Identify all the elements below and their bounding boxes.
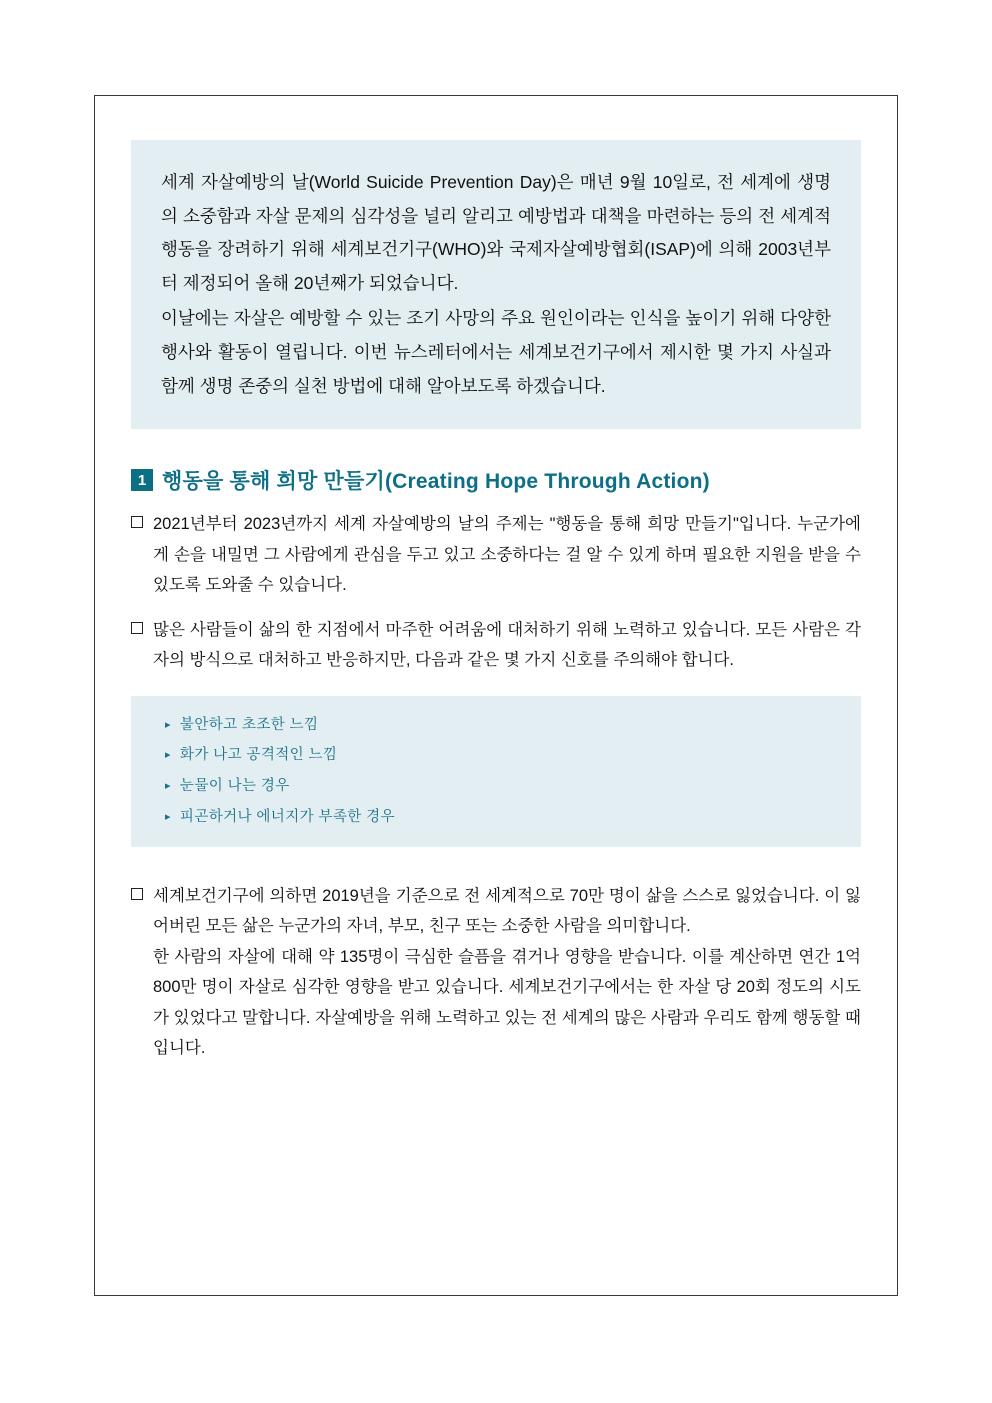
intro-paragraph-1: 세계 자살예방의 날(World Suicide Prevention Day)은 매년 9월 10일로, 전 세계에 생명의 소중함과 자살 문제의 심각성을 널리 알리고 예방법과 대책을 마련하는 등의 전 세계적 행동을 장려하기 위해 세계보건기구(WHO)와 국제자살예방협회(ISAP)에 의해 2003년부터 제정되어 올해 20년째가 되었습니다.	[161, 172, 831, 293]
section-number-badge: 1	[131, 469, 153, 491]
list-item-text: 많은 사람들이 삶의 한 지점에서 마주한 어려움에 대처하기 위해 노력하고 있습니다. 모든 사람은 각자의 방식으로 대처하고 반응하지만, 다음과 같은 몇 가지 신호를 주의해야 합니다.	[153, 620, 861, 670]
section-heading	[131, 465, 861, 495]
sub-list-item	[165, 710, 843, 741]
sub-list-item	[165, 771, 843, 802]
triangle-bullet-icon: ▸	[165, 749, 171, 762]
checkbox-icon	[131, 516, 143, 528]
statistics-paragraph-2: 한 사람의 자살에 대해 약 135명이 극심한 슬픔을 겪거나 영향을 받습니다. 이를 계산하면 연간 1억 800만 명이 자살로 심각한 영향을 받고 있습니다. 세계보건기구에서는 한 자살 당 20회 정도의 시도가 있었다고 말합니다. 자살예방을 위해 노력하고 있는 전 세계의 많은 사람과 우리도 함께 행동할 때입니다.	[153, 947, 861, 1058]
sub-list-item	[165, 740, 843, 771]
list-item	[131, 881, 861, 1064]
intro-paragraph-2: 이날에는 자살은 예방할 수 있는 조기 사망의 주요 원인이라는 인식을 높이기 위해 다양한 행사와 활동이 열립니다. 이번 뉴스레터에서는 세계보건기구에서 제시한 몇 가지 사실과 함께 생명 존중의 실천 방법에 대해 알아보도록 하겠습니다.	[161, 308, 831, 396]
sub-list-item-label: 피곤하거나 에너지가 부족한 경우	[179, 808, 395, 825]
intro-box	[131, 140, 861, 429]
sub-list-item-label: 불안하고 초조한 느낌	[179, 716, 319, 733]
statistics-paragraph-1: 세계보건기구에 의하면 2019년을 기준으로 전 세계적으로 70만 명이 삶을 스스로 잃었습니다. 이 잃어버린 모든 삶은 누군가의 자녀, 부모, 친구 또는 소중한 사람을 의미합니다.	[153, 886, 861, 936]
section-title: 행동을 통해 희망 만들기(Creating Hope Through Action)	[162, 470, 710, 494]
sub-list-item	[165, 802, 843, 833]
triangle-bullet-icon: ▸	[165, 810, 171, 823]
warning-signs-box	[131, 696, 861, 847]
sub-list-item-label: 눈물이 나는 경우	[179, 778, 290, 795]
triangle-bullet-icon: ▸	[165, 780, 171, 793]
document-body	[95, 96, 897, 1084]
spacer	[131, 847, 861, 867]
list-item	[131, 509, 861, 601]
document-frame	[94, 95, 898, 1296]
list-item-text	[153, 881, 861, 1064]
list-item-text: 2021년부터 2023년까지 세계 자살예방의 날의 주제는 "행동을 통해 희망 만들기"입니다. 누군가에게 손을 내밀면 그 사람에게 관심을 두고 있고 소중하다는 걸 알 수 있게 하며 필요한 지원을 받을 수 있도록 도와줄 수 있습니다.	[153, 515, 861, 595]
triangle-bullet-icon: ▸	[165, 718, 171, 731]
checkbox-icon	[131, 888, 143, 900]
list-item	[131, 615, 861, 676]
checkbox-icon	[131, 622, 143, 634]
sub-list-item-label: 화가 나고 공격적인 느낌	[179, 747, 338, 764]
